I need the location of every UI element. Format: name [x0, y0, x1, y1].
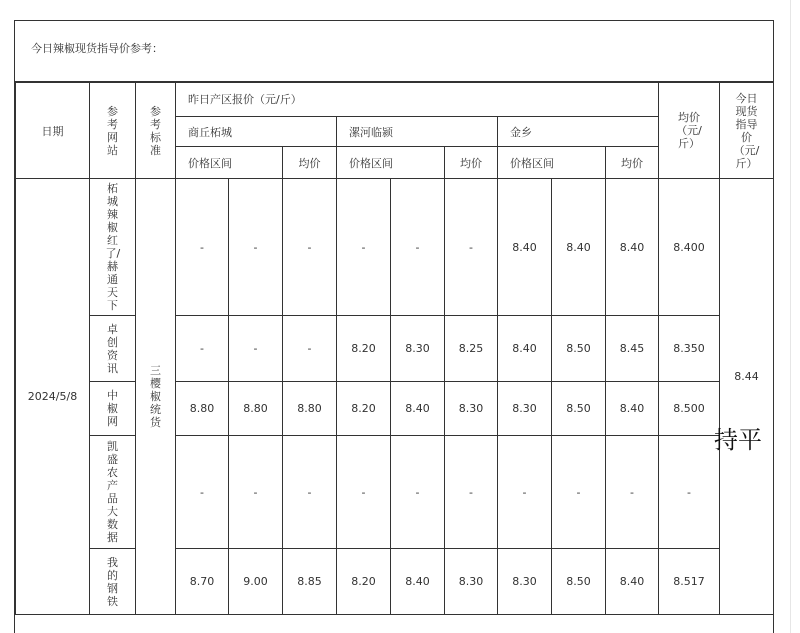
region-shangqiu: 商丘柘城	[176, 117, 337, 147]
price-cell: 9.00	[229, 549, 283, 615]
price-cell: 8.85	[283, 549, 337, 615]
table-row	[16, 549, 774, 615]
header-overall-avg: 均价（元/斤）	[659, 83, 720, 179]
table-row	[16, 382, 774, 436]
price-cell: -	[606, 436, 659, 549]
guide-price-cell: 8.44	[720, 179, 774, 615]
price-cell: 8.30	[445, 549, 498, 615]
price-cell: 8.50	[552, 316, 606, 382]
price-cell: 8.30	[498, 549, 552, 615]
site-cell: 凯盛农产品大数据	[90, 436, 136, 549]
price-cell: 8.40	[391, 382, 445, 436]
price-cell: 8.70	[176, 549, 229, 615]
price-cell: 8.25	[445, 316, 498, 382]
overall-avg-cell: 8.400	[659, 179, 720, 316]
price-cell: 8.30	[391, 316, 445, 382]
price-cell: 8.80	[283, 382, 337, 436]
avg-header: 均价	[283, 147, 337, 179]
price-cell: 8.45	[606, 316, 659, 382]
header-yesterday: 昨日产区报价（元/斤）	[176, 83, 659, 117]
site-cell: 中椒网	[90, 382, 136, 436]
table-title: 今日辣椒现货指导价参考：	[31, 42, 163, 55]
price-cell: 8.40	[552, 179, 606, 316]
standard-cell: 三樱椒统货	[136, 179, 176, 615]
guide-note: 持平	[714, 426, 762, 454]
price-cell: 8.50	[552, 549, 606, 615]
range-header: 价格区间	[176, 147, 283, 179]
range-header: 价格区间	[337, 147, 445, 179]
avg-header: 均价	[445, 147, 498, 179]
price-cell: 8.40	[606, 549, 659, 615]
price-cell: -	[391, 179, 445, 316]
overall-avg-cell: 8.500	[659, 382, 720, 436]
price-table-frame	[14, 20, 774, 633]
price-cell: -	[283, 179, 337, 316]
title-bar	[15, 20, 773, 82]
range-header: 价格区间	[498, 147, 606, 179]
price-cell: -	[391, 436, 445, 549]
price-cell: 8.80	[176, 382, 229, 436]
price-cell: 8.50	[552, 382, 606, 436]
table-row	[16, 179, 774, 316]
price-cell: 8.30	[498, 382, 552, 436]
header-standard: 参考标准	[136, 83, 176, 179]
price-cell: -	[283, 316, 337, 382]
price-cell: -	[337, 436, 391, 549]
overall-avg-cell: -	[659, 436, 720, 549]
price-cell: -	[337, 179, 391, 316]
price-cell: -	[445, 436, 498, 549]
price-table	[15, 82, 774, 615]
header-guide-price: 今日现货指导价（元/斤）	[720, 83, 774, 179]
avg-header: 均价	[606, 147, 659, 179]
price-cell: -	[445, 179, 498, 316]
price-cell: 8.20	[337, 316, 391, 382]
price-cell: 8.20	[337, 549, 391, 615]
price-cell: -	[176, 316, 229, 382]
site-cell: 柘城辣椒红了/赫通天下	[90, 179, 136, 316]
price-cell: -	[176, 436, 229, 549]
price-cell: 8.40	[498, 179, 552, 316]
price-cell: -	[229, 316, 283, 382]
date-cell: 2024/5/8	[16, 179, 90, 615]
price-cell: -	[176, 179, 229, 316]
overall-avg-cell: 8.350	[659, 316, 720, 382]
page-edge-divider	[790, 0, 791, 633]
table-row	[16, 316, 774, 382]
table-row	[16, 436, 774, 549]
region-jinxiang: 金乡	[498, 117, 659, 147]
price-cell: 8.30	[445, 382, 498, 436]
price-cell: -	[229, 179, 283, 316]
price-cell: -	[229, 436, 283, 549]
price-cell: 8.40	[606, 382, 659, 436]
price-cell: 8.40	[498, 316, 552, 382]
header-date: 日期	[16, 83, 90, 179]
site-cell: 卓创资讯	[90, 316, 136, 382]
price-cell: -	[283, 436, 337, 549]
region-luohe: 漯河临颍	[337, 117, 498, 147]
price-cell: 8.20	[337, 382, 391, 436]
price-cell: -	[498, 436, 552, 549]
overall-avg-cell: 8.517	[659, 549, 720, 615]
price-cell: 8.80	[229, 382, 283, 436]
price-cell: 8.40	[391, 549, 445, 615]
price-cell: 8.40	[606, 179, 659, 316]
site-cell: 我的钢铁	[90, 549, 136, 615]
price-cell: -	[552, 436, 606, 549]
header-site: 参考网站	[90, 83, 136, 179]
